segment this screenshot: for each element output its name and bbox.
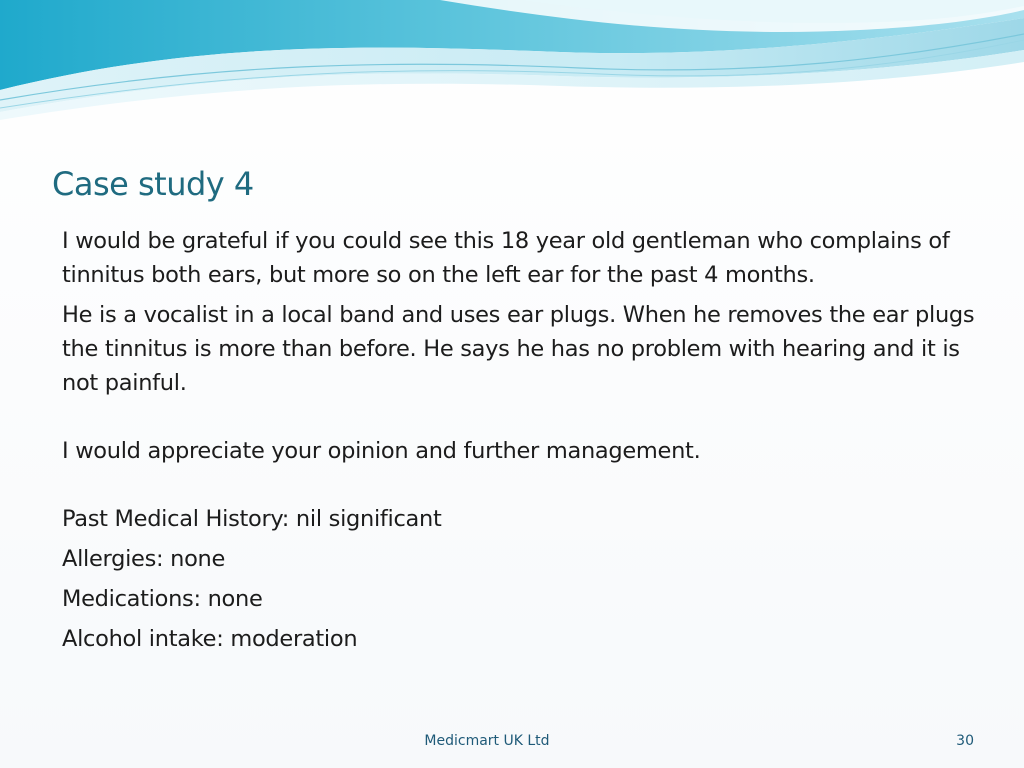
alcohol-intake: Alcohol intake: moderation	[62, 626, 358, 652]
footer-company: Medicmart UK Ltd	[424, 733, 550, 749]
body-paragraph-referral: I would be grateful if you could see this 18 year old gentleman who complains of tinnitus both ears, but more so on the left ear for the past 4 months.	[62, 228, 950, 288]
slide-body	[62, 224, 982, 662]
page-number: 30	[956, 733, 974, 749]
medications: Medications: none	[62, 586, 263, 612]
body-paragraph-history: He is a vocalist in a local band and uses ear plugs. When he removes the ear plugs the tinnitus is more than before. He says he has no problem with hearing and it is not painful.	[62, 302, 975, 396]
header-wave-decoration	[0, 0, 1024, 130]
allergies: Allergies: none	[62, 546, 226, 572]
past-medical-history: Past Medical History: nil significant	[62, 506, 442, 532]
slide-title: Case study 4	[52, 165, 254, 203]
body-paragraph-request: I would appreciate your opinion and further management.	[62, 438, 701, 464]
